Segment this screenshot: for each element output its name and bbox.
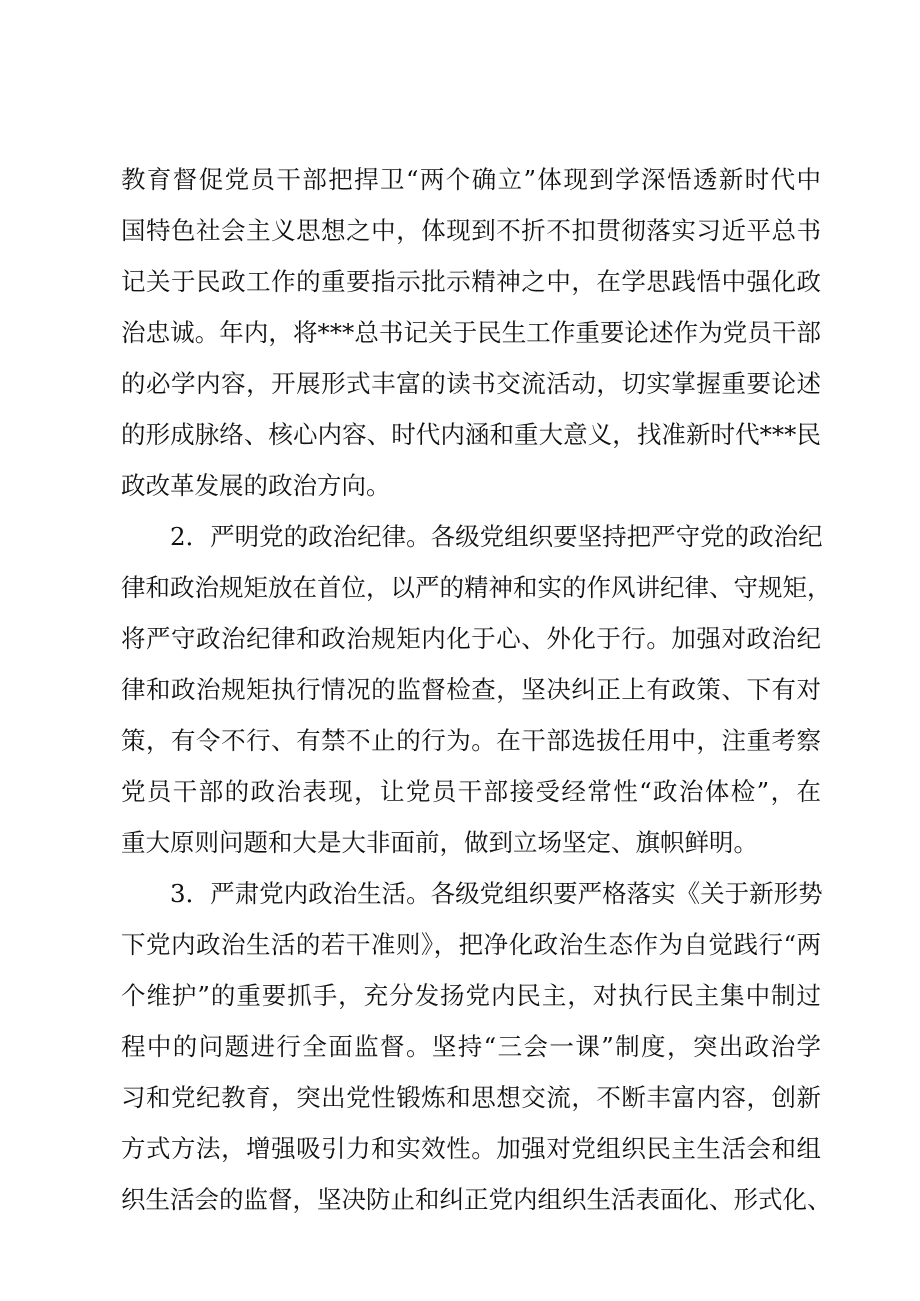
text-line: 的形成脉络、核心内容、时代内涵和重大意义，找准新时代***民: [121, 420, 821, 449]
text-line: 习和党纪教育，突出党性锻炼和思想交流，不断丰富内容，创新: [121, 1083, 821, 1112]
text-line: 记关于民政工作的重要指示批示精神之中，在学思践悟中强化政: [121, 267, 821, 296]
text-line: 策，有令不行、有禁不止的行为。在干部选拔任用中，注重考察: [121, 726, 821, 755]
text-line: 律和政治规矩执行情况的监督检查，坚决纠正上有政策、下有对: [121, 675, 821, 704]
text-line: 个维护”的重要抓手，充分发扬党内民主，对执行民主集中制过: [121, 981, 821, 1010]
text-line: 织生活会的监督，坚决防止和纠正党内组织生活表面化、形式化、: [121, 1185, 832, 1214]
text-line: 党员干部的政治表现，让党员干部接受经常性“政治体检”，在: [121, 777, 821, 806]
text-line: 方式方法，增强吸引力和实效性。加强对党组织民主生活会和组: [121, 1134, 821, 1163]
text-line: 政改革发展的政治方向。: [121, 471, 391, 500]
text-line: 教育督促党员干部把捍卫“两个确立”体现到学深悟透新时代中: [121, 165, 821, 194]
paragraph-heading-line: 2．严明党的政治纪律。各级党组织要坚持把严守党的政治纪: [170, 522, 823, 551]
text-line: 律和政治规矩放在首位，以严的精神和实的作风讲纪律、守规矩，: [121, 573, 832, 602]
text-line: 下党内政治生活的若干准则》，把净化政治生态作为自觉践行“两: [121, 930, 821, 959]
text-line: 的必学内容，开展形式丰富的读书交流活动，切实掌握重要论述: [121, 369, 821, 398]
text-line: 治忠诚。年内，将***总书记关于民生工作重要论述作为党员干部: [121, 318, 821, 347]
paragraph-heading-line: 3．严肃党内政治生活。各级党组织要严格落实《关于新形势: [170, 879, 823, 908]
text-line: 将严守政治纪律和政治规矩内化于心、外化于行。加强对政治纪: [121, 624, 821, 653]
text-line: 程中的问题进行全面监督。坚持“三会一课”制度，突出政治学: [121, 1032, 821, 1061]
text-line: 重大原则问题和大是大非面前，做到立场坚定、旗帜鲜明。: [121, 828, 758, 857]
text-line: 国特色社会主义思想之中，体现到不折不扣贯彻落实习近平总书: [121, 216, 821, 245]
